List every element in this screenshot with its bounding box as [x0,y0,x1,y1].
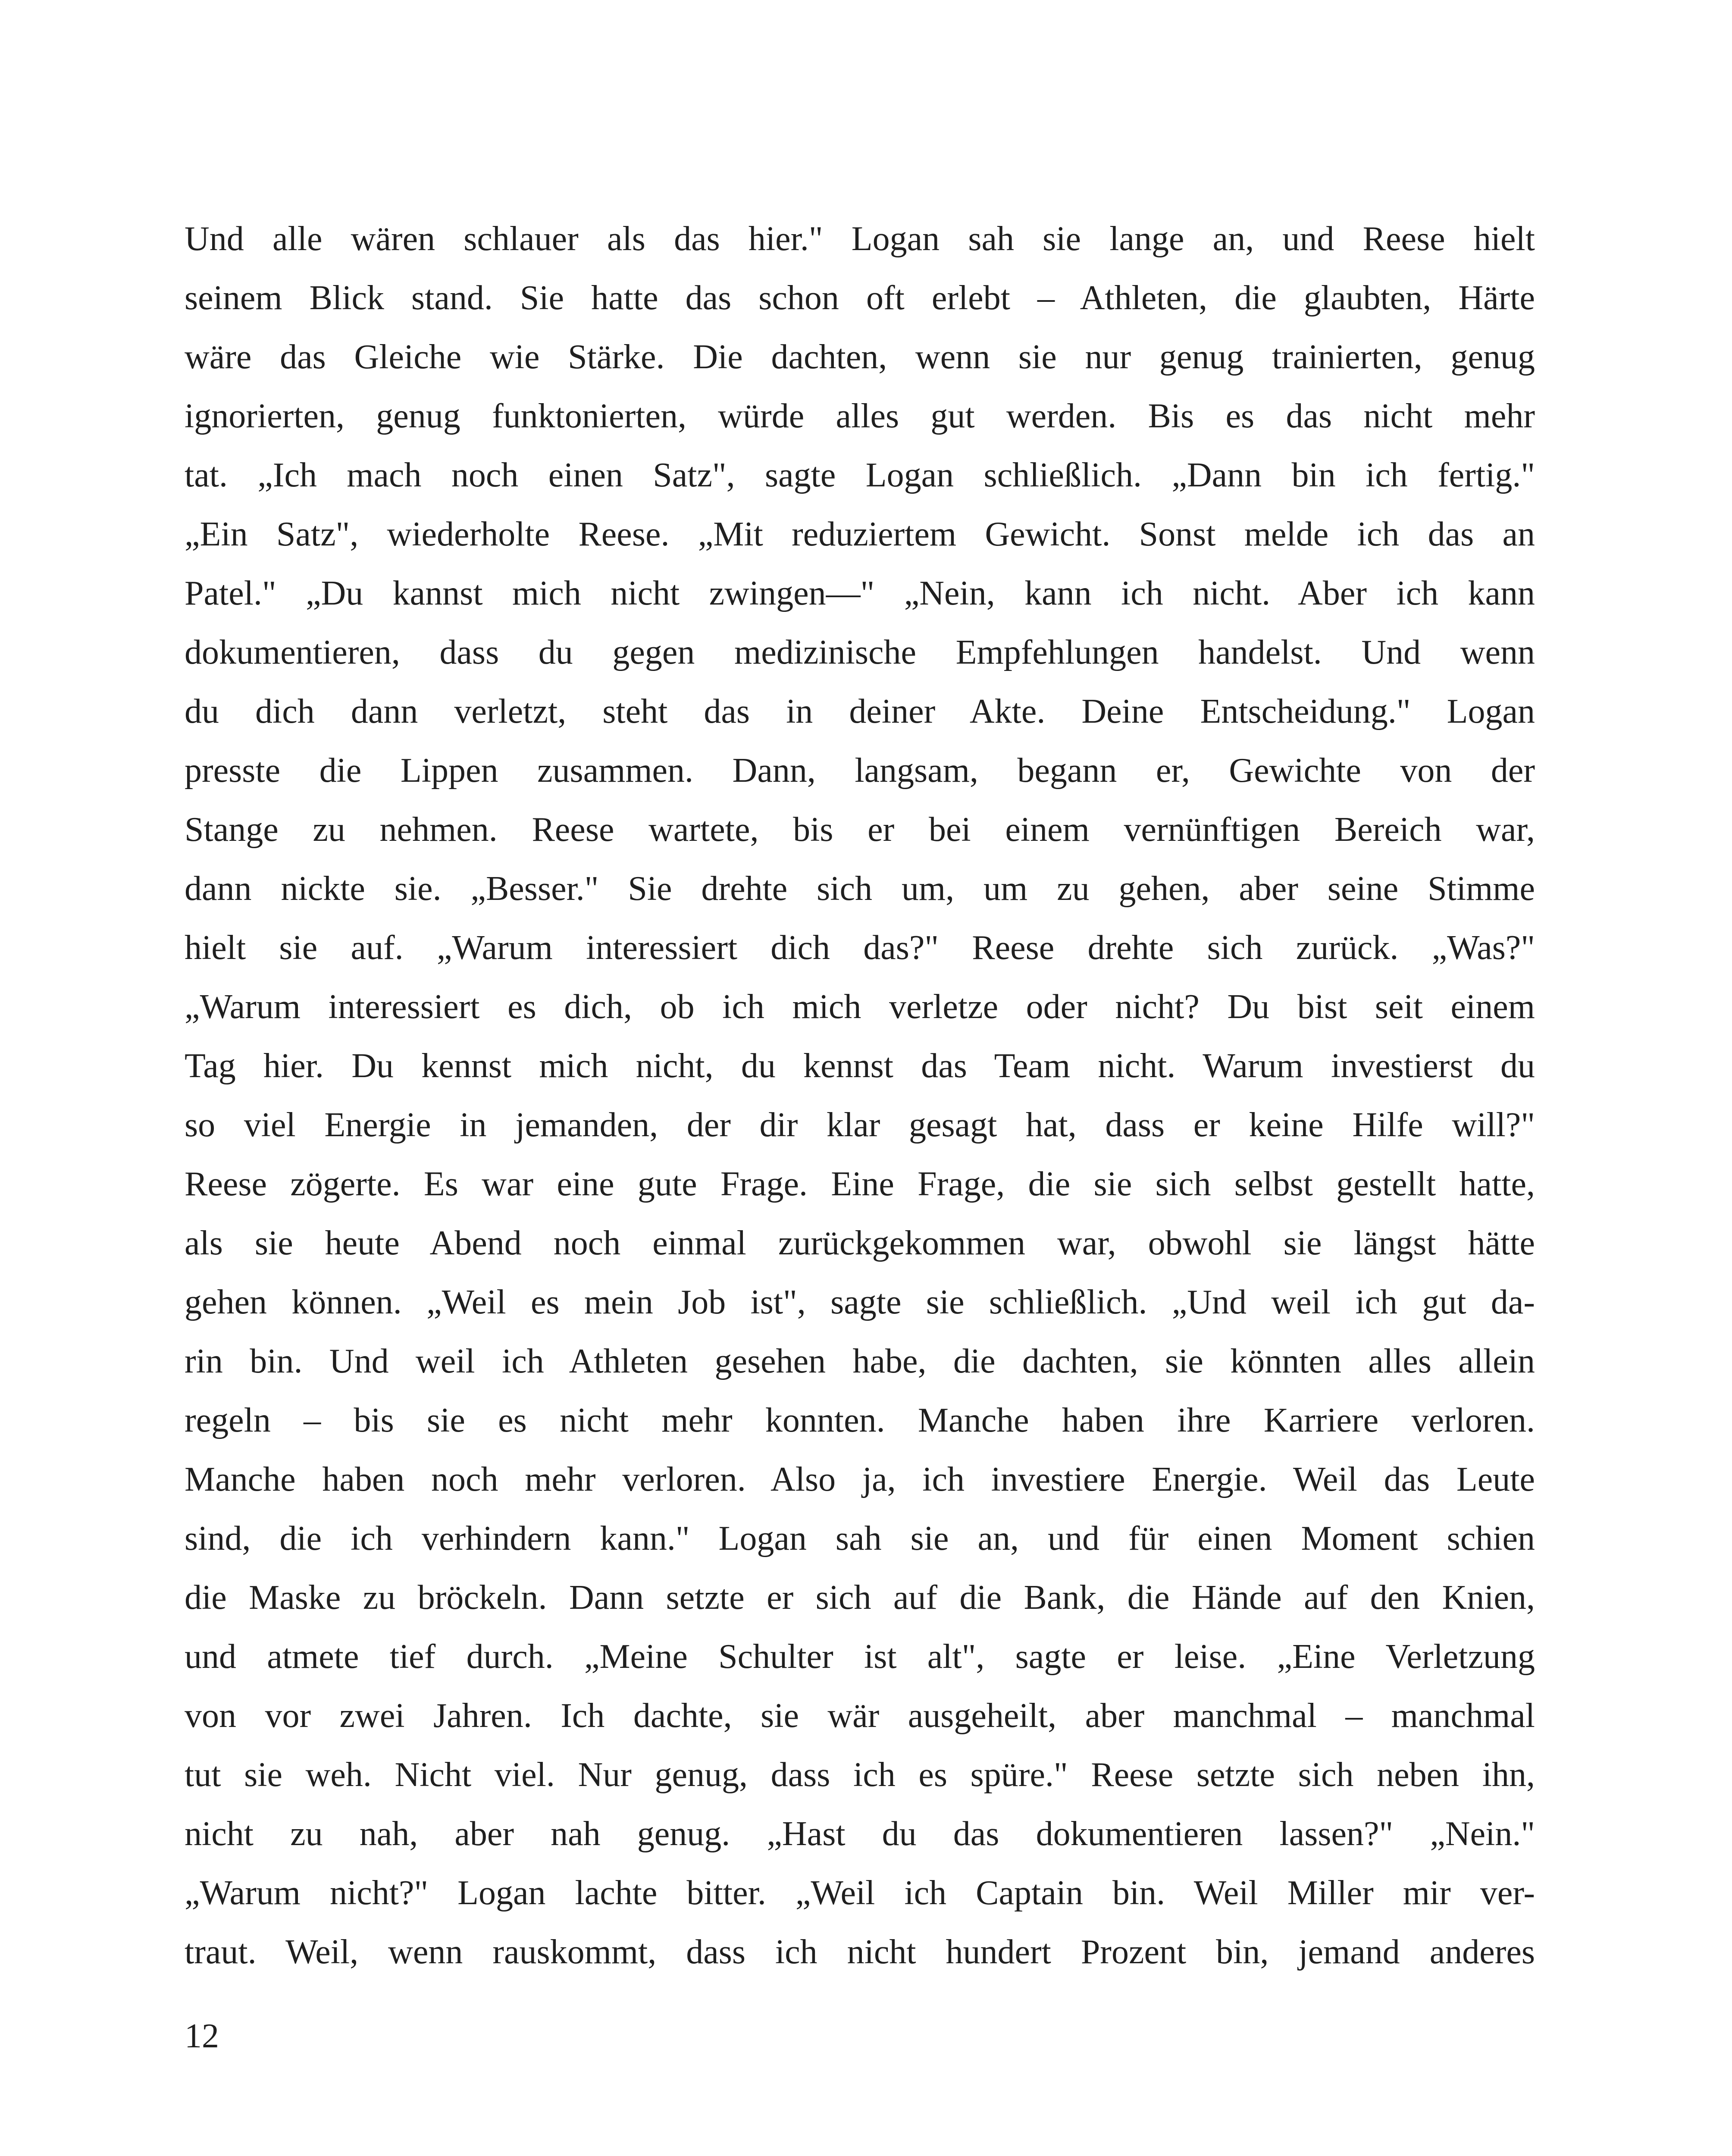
text-line: und atmete tief durch. „Meine Schulter ist alt", sagte er leise. „Eine Verletzung [185,1638,1535,1676]
text-line: hielt sie auf. „Warum interessiert dich das?" Reese drehte sich zurück. „Was?" [185,929,1535,967]
text-line: „Warum nicht?" Logan lachte bitter. „Weil ich Captain bin. Weil Miller mir ver- [185,1874,1535,1912]
text-line: so viel Energie in jemanden, der dir klar gesagt hat, dass er keine Hilfe will?" [185,1106,1535,1144]
body-text [185,210,1535,1982]
text-line: Und alle wären schlauer als das hier." Logan sah sie lange an, und Reese hielt [185,220,1535,258]
text-line: seinem Blick stand. Sie hatte das schon oft erlebt – Athleten, die glaubten, Härte [185,279,1535,317]
text-line: ignorierten, genug funktonierten, würde alles gut werden. Bis es das nicht mehr [185,397,1535,435]
text-line: „Warum interessiert es dich, ob ich mich verletze oder nicht? Du bist seit einem [185,988,1535,1026]
text-line: traut. Weil, wenn rauskommt, dass ich nicht hundert Prozent bin, jemand anderes [185,1933,1535,1971]
text-line: rin bin. Und weil ich Athleten gesehen habe, die dachten, sie könnten alles allein [185,1342,1535,1380]
text-line: tat. „Ich mach noch einen Satz", sagte Logan schließlich. „Dann bin ich fertig." [185,456,1535,494]
text-line: gehen können. „Weil es mein Job ist", sagte sie schließlich. „Und weil ich gut da- [185,1283,1535,1321]
text-line: die Maske zu bröckeln. Dann setzte er sich auf die Bank, die Hände auf den Knien, [185,1579,1535,1617]
text-line: als sie heute Abend noch einmal zurückgekommen war, obwohl sie längst hätte [185,1224,1535,1262]
text-line: „Ein Satz", wiederholte Reese. „Mit reduziertem Gewicht. Sonst melde ich das an [185,515,1535,553]
text-line: Manche haben noch mehr verloren. Also ja, ich investiere Energie. Weil das Leute [185,1460,1535,1498]
text-line: presste die Lippen zusammen. Dann, langsam, begann er, Gewichte von der [185,752,1535,790]
text-line: Stange zu nehmen. Reese wartete, bis er bei einem vernünftigen Bereich war, [185,811,1535,849]
text-line: nicht zu nah, aber nah genug. „Hast du das dokumentieren lassen?" „Nein." [185,1815,1535,1853]
text-line: tut sie weh. Nicht viel. Nur genug, dass ich es spüre." Reese setzte sich neben ihn, [185,1756,1535,1794]
text-line: Tag hier. Du kennst mich nicht, du kennst das Team nicht. Warum investierst du [185,1047,1535,1085]
text-line: wäre das Gleiche wie Stärke. Die dachten, wenn sie nur genug trainierten, genug [185,338,1535,376]
text-line: sind, die ich verhindern kann." Logan sah sie an, und für einen Moment schien [185,1520,1535,1557]
text-line: dokumentieren, dass du gegen medizinische Empfehlungen handelst. Und wenn [185,633,1535,671]
text-line: Reese zögerte. Es war eine gute Frage. Eine Frage, die sie sich selbst gestellt hatte, [185,1165,1535,1203]
text-line: Patel." „Du kannst mich nicht zwingen—" „Nein, kann ich nicht. Aber ich kann [185,574,1535,612]
text-line: dann nickte sie. „Besser." Sie drehte sich um, um zu gehen, aber seine Stimme [185,870,1535,908]
text-line: regeln – bis sie es nicht mehr konnten. Manche haben ihre Karriere verloren. [185,1401,1535,1439]
page-number: 12 [185,2017,219,2055]
text-line: du dich dann verletzt, steht das in deiner Akte. Deine Entscheidung." Logan [185,693,1535,730]
text-line: von vor zwei Jahren. Ich dachte, sie wär ausgeheilt, aber manchmal – manchmal [185,1697,1535,1735]
